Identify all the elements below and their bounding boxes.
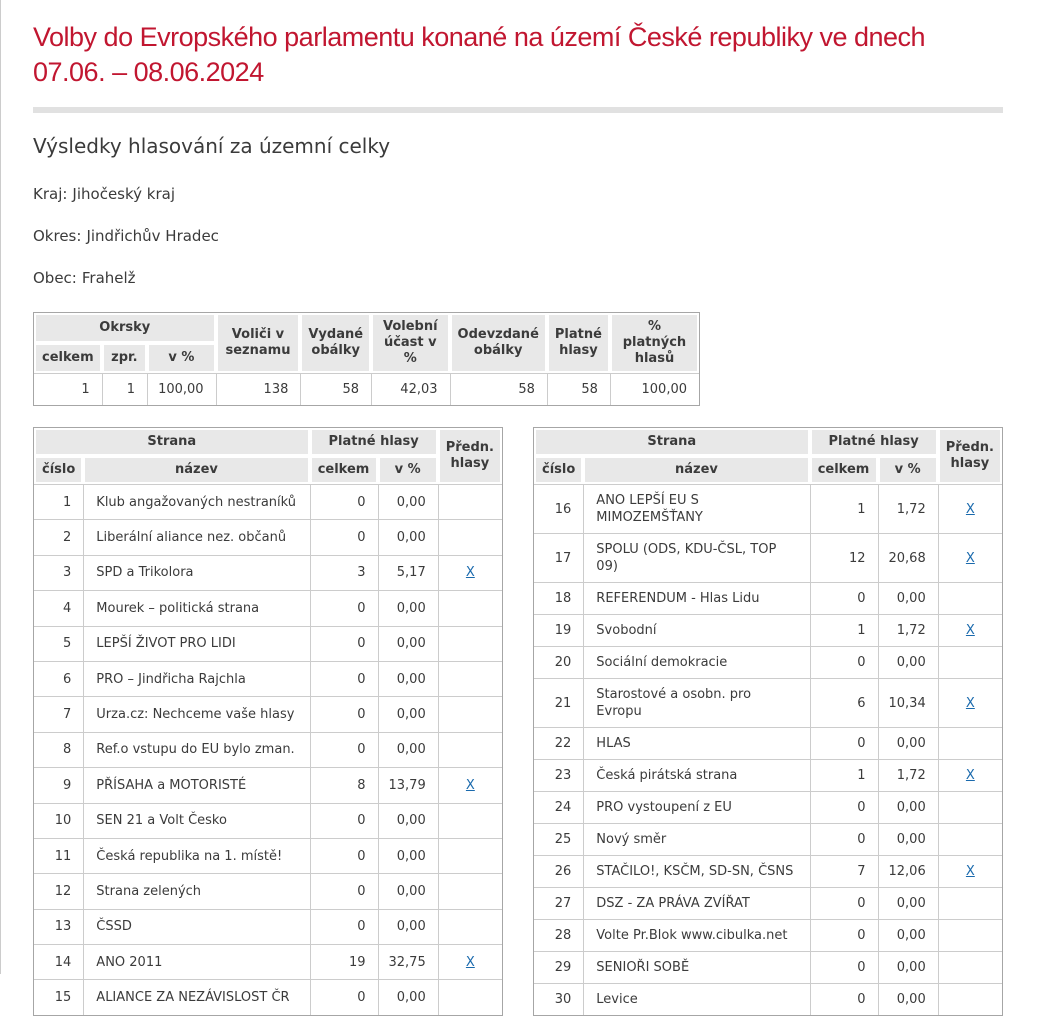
party-pref-cell bbox=[438, 732, 502, 767]
party-pref-cell bbox=[438, 979, 502, 1015]
party-votes-total: 0 bbox=[810, 887, 878, 919]
party-votes-pct: 0,00 bbox=[878, 646, 938, 678]
summary-col-platne-hlasy: Platné hlasy bbox=[547, 313, 610, 373]
party-table-left bbox=[33, 427, 503, 1016]
party-votes-total: 3 bbox=[310, 555, 378, 590]
party-votes-pct: 1,72 bbox=[878, 614, 938, 646]
party-votes-pct: 32,75 bbox=[378, 944, 438, 979]
party-pref-cell bbox=[938, 614, 1002, 646]
party-row bbox=[34, 555, 502, 590]
summary-col-v-pct: v % bbox=[147, 343, 216, 373]
party-row bbox=[534, 533, 1002, 582]
party-number: 28 bbox=[534, 919, 583, 951]
party-votes-total: 1 bbox=[810, 759, 878, 791]
party-row bbox=[34, 979, 502, 1015]
party-name: Levice bbox=[583, 983, 809, 1015]
party-pref-cell bbox=[938, 983, 1002, 1015]
party-votes-pct: 0,00 bbox=[378, 696, 438, 731]
party-row bbox=[34, 696, 502, 731]
party-name: Urza.cz: Nechceme vaše hlasy bbox=[83, 696, 309, 731]
summary-col-volici: Voliči v seznamu bbox=[216, 313, 301, 373]
party-number: 20 bbox=[534, 646, 583, 678]
party-row bbox=[34, 767, 502, 802]
party-votes-pct: 0,00 bbox=[878, 582, 938, 614]
summary-row bbox=[34, 373, 699, 405]
party-votes-pct: 20,68 bbox=[878, 533, 938, 582]
party-name: Starostové a osobn. pro Evropu bbox=[583, 678, 809, 727]
party-name: Svobodní bbox=[583, 614, 809, 646]
section-heading: Výsledky hlasování za územní celky bbox=[33, 134, 391, 158]
party-number: 27 bbox=[534, 887, 583, 919]
summary-okrsky-celkem: 1 bbox=[34, 373, 102, 405]
party-number: 18 bbox=[534, 582, 583, 614]
party-votes-pct: 0,00 bbox=[378, 732, 438, 767]
party-number: 4 bbox=[34, 590, 83, 625]
preferential-votes-link[interactable]: X bbox=[965, 623, 975, 638]
region-kraj bbox=[33, 186, 1003, 203]
party-pref-cell bbox=[938, 887, 1002, 919]
party-name: Mourek – politická strana bbox=[83, 590, 309, 625]
party-name: Nový směr bbox=[583, 823, 809, 855]
party-number: 5 bbox=[34, 626, 83, 661]
party-number: 11 bbox=[34, 838, 83, 873]
party-pref-cell bbox=[938, 759, 1002, 791]
page-left-edge bbox=[0, 0, 1, 974]
party-col-cislo: číslo bbox=[34, 456, 83, 484]
party-votes-pct: 0,00 bbox=[878, 951, 938, 983]
party-number: 14 bbox=[34, 944, 83, 979]
party-name: REFERENDUM - Hlas Lidu bbox=[583, 582, 809, 614]
party-votes-total: 1 bbox=[810, 614, 878, 646]
party-number: 7 bbox=[34, 696, 83, 731]
summary-pct-platnych: 100,00 bbox=[610, 373, 699, 405]
divider bbox=[33, 107, 1003, 113]
party-col-platne-hlasy: Platné hlasy bbox=[810, 428, 938, 456]
obec-value: Frahelž bbox=[81, 269, 136, 287]
party-name: PŘÍSAHA a MOTORISTÉ bbox=[83, 767, 309, 802]
party-row bbox=[534, 855, 1002, 887]
party-row bbox=[34, 873, 502, 908]
party-name: SENIOŘI SOBĚ bbox=[583, 951, 809, 983]
party-pref-cell bbox=[938, 533, 1002, 582]
party-votes-total: 0 bbox=[810, 983, 878, 1015]
party-row bbox=[34, 909, 502, 944]
party-number: 3 bbox=[34, 555, 83, 590]
party-votes-pct: 0,00 bbox=[378, 838, 438, 873]
party-votes-pct: 5,17 bbox=[378, 555, 438, 590]
kraj-value: Jihočeský kraj bbox=[72, 185, 175, 203]
party-number: 29 bbox=[534, 951, 583, 983]
party-number: 13 bbox=[34, 909, 83, 944]
party-votes-total: 1 bbox=[810, 484, 878, 533]
party-votes-pct: 0,00 bbox=[378, 909, 438, 944]
party-votes-total: 0 bbox=[810, 919, 878, 951]
party-number: 30 bbox=[534, 983, 583, 1015]
party-col-platne-hlasy: Platné hlasy bbox=[310, 428, 438, 456]
party-number: 9 bbox=[34, 767, 83, 802]
party-pref-cell bbox=[938, 855, 1002, 887]
party-row bbox=[34, 838, 502, 873]
party-name: Volte Pr.Blok www.cibulka.net bbox=[583, 919, 809, 951]
party-number: 2 bbox=[34, 519, 83, 554]
party-number: 10 bbox=[34, 803, 83, 838]
party-pref-cell bbox=[438, 519, 502, 554]
party-number: 24 bbox=[534, 791, 583, 823]
party-name: HLAS bbox=[583, 727, 809, 759]
party-row bbox=[534, 791, 1002, 823]
preferential-votes-link[interactable]: X bbox=[465, 565, 475, 581]
party-row bbox=[34, 732, 502, 767]
party-name: ANO 2011 bbox=[83, 944, 309, 979]
party-votes-pct: 0,00 bbox=[878, 791, 938, 823]
page-title-line1: Volby do Evropského parlamentu konané na území České republiky ve dnech bbox=[33, 22, 926, 52]
party-row bbox=[34, 944, 502, 979]
party-row bbox=[534, 823, 1002, 855]
party-votes-total: 0 bbox=[310, 661, 378, 696]
page-title-line2: 07.06. – 08.06.2024 bbox=[33, 57, 264, 87]
summary-okrsky-v-pct: 100,00 bbox=[147, 373, 216, 405]
party-col-celkem: celkem bbox=[810, 456, 878, 484]
party-row bbox=[534, 887, 1002, 919]
party-votes-total: 0 bbox=[310, 696, 378, 731]
party-name: SPD a Trikolora bbox=[83, 555, 309, 590]
party-name: SPOLU (ODS, KDU-ČSL, TOP 09) bbox=[583, 533, 809, 582]
party-votes-total: 8 bbox=[310, 767, 378, 802]
party-row bbox=[34, 484, 502, 519]
preferential-votes-link[interactable]: X bbox=[965, 768, 975, 783]
party-votes-pct: 1,72 bbox=[878, 484, 938, 533]
party-pref-cell bbox=[438, 909, 502, 944]
party-col-nazev: název bbox=[83, 456, 309, 484]
party-row bbox=[534, 727, 1002, 759]
party-row bbox=[534, 614, 1002, 646]
page-title bbox=[33, 20, 1003, 90]
party-row bbox=[534, 484, 1002, 533]
party-votes-total: 7 bbox=[810, 855, 878, 887]
party-pref-cell bbox=[938, 678, 1002, 727]
party-number: 1 bbox=[34, 484, 83, 519]
party-name: Ref.o vstupu do EU bylo zman. bbox=[83, 732, 309, 767]
party-pref-cell bbox=[438, 661, 502, 696]
party-name: ALIANCE ZA NEZÁVISLOST ČR bbox=[83, 979, 309, 1015]
party-name: SEN 21 a Volt Česko bbox=[83, 803, 309, 838]
party-name: Klub angažovaných nestraníků bbox=[83, 484, 309, 519]
summary-volici: 138 bbox=[216, 373, 301, 405]
party-votes-total: 0 bbox=[810, 791, 878, 823]
party-votes-total: 0 bbox=[810, 646, 878, 678]
okres-label: Okres: bbox=[33, 227, 82, 245]
party-name: Česká republika na 1. místě! bbox=[83, 838, 309, 873]
party-number: 12 bbox=[34, 873, 83, 908]
party-votes-total: 0 bbox=[310, 519, 378, 554]
party-pref-cell bbox=[438, 873, 502, 908]
party-col-predn-hlasy: Předn. hlasy bbox=[938, 428, 1002, 484]
party-row bbox=[34, 519, 502, 554]
party-votes-pct: 0,00 bbox=[378, 626, 438, 661]
party-votes-pct: 0,00 bbox=[878, 887, 938, 919]
party-col-cislo: číslo bbox=[534, 456, 583, 484]
party-pref-cell bbox=[938, 646, 1002, 678]
party-col-v-pct: v % bbox=[378, 456, 438, 484]
party-votes-pct: 0,00 bbox=[378, 519, 438, 554]
party-votes-total: 0 bbox=[310, 590, 378, 625]
party-votes-pct: 0,00 bbox=[878, 983, 938, 1015]
party-row bbox=[534, 951, 1002, 983]
party-row bbox=[34, 661, 502, 696]
party-pref-cell bbox=[938, 919, 1002, 951]
party-number: 17 bbox=[534, 533, 583, 582]
party-row bbox=[534, 919, 1002, 951]
party-number: 22 bbox=[534, 727, 583, 759]
party-row bbox=[534, 759, 1002, 791]
region-okres bbox=[33, 228, 1003, 245]
party-votes-pct: 0,00 bbox=[878, 727, 938, 759]
party-name: ANO LEPŠÍ EU S MIMOZEMŠŤANY bbox=[583, 484, 809, 533]
party-row bbox=[534, 678, 1002, 727]
party-name: STAČILO!, KSČM, SD-SN, ČSNS bbox=[583, 855, 809, 887]
summary-vydane-obalky: 58 bbox=[300, 373, 371, 405]
party-number: 15 bbox=[34, 979, 83, 1015]
summary-col-volebni-ucast: Volební účast v % bbox=[371, 313, 449, 373]
preferential-votes-link[interactable]: X bbox=[965, 550, 975, 566]
okres-value: Jindřichův Hradec bbox=[86, 227, 219, 245]
party-votes-total: 0 bbox=[810, 582, 878, 614]
party-votes-total: 6 bbox=[810, 678, 878, 727]
preferential-votes-link[interactable]: X bbox=[965, 864, 975, 879]
party-pref-cell bbox=[438, 484, 502, 519]
party-pref-cell bbox=[438, 838, 502, 873]
summary-col-zpr: zpr. bbox=[102, 343, 147, 373]
party-votes-total: 0 bbox=[810, 727, 878, 759]
party-table-right bbox=[533, 427, 1003, 1016]
preferential-votes-link[interactable]: X bbox=[465, 777, 475, 793]
region-obec bbox=[33, 270, 1003, 287]
party-pref-cell bbox=[938, 951, 1002, 983]
party-tables bbox=[33, 427, 1003, 1016]
party-pref-cell bbox=[438, 590, 502, 625]
party-name: Sociální demokracie bbox=[583, 646, 809, 678]
party-votes-total: 12 bbox=[810, 533, 878, 582]
party-name: LEPŠÍ ŽIVOT PRO LIDI bbox=[83, 626, 309, 661]
summary-col-odevzdane-obalky: Odevzdané obálky bbox=[450, 313, 547, 373]
party-votes-total: 0 bbox=[310, 838, 378, 873]
party-number: 6 bbox=[34, 661, 83, 696]
party-pref-cell bbox=[438, 626, 502, 661]
party-pref-cell bbox=[438, 803, 502, 838]
party-col-predn-hlasy: Předn. hlasy bbox=[438, 428, 502, 484]
party-row bbox=[34, 803, 502, 838]
party-votes-total: 0 bbox=[810, 823, 878, 855]
summary-col-celkem: celkem bbox=[34, 343, 102, 373]
party-votes-pct: 0,00 bbox=[378, 484, 438, 519]
party-col-nazev: název bbox=[583, 456, 809, 484]
party-number: 23 bbox=[534, 759, 583, 791]
party-pref-cell bbox=[938, 582, 1002, 614]
party-col-strana: Strana bbox=[534, 428, 810, 456]
party-number: 19 bbox=[534, 614, 583, 646]
summary-table bbox=[33, 312, 700, 406]
party-votes-pct: 12,06 bbox=[878, 855, 938, 887]
summary-col-vydane-obalky: Vydané obálky bbox=[300, 313, 371, 373]
party-pref-cell bbox=[938, 823, 1002, 855]
preferential-votes-link[interactable]: X bbox=[965, 695, 975, 711]
party-number: 21 bbox=[534, 678, 583, 727]
kraj-label: Kraj: bbox=[33, 185, 68, 203]
party-votes-pct: 13,79 bbox=[378, 767, 438, 802]
party-votes-total: 0 bbox=[310, 732, 378, 767]
party-votes-pct: 0,00 bbox=[378, 873, 438, 908]
obec-label: Obec: bbox=[33, 269, 77, 287]
party-pref-cell bbox=[938, 484, 1002, 533]
party-col-v-pct: v % bbox=[878, 456, 938, 484]
preferential-votes-link[interactable]: X bbox=[965, 501, 975, 517]
summary-odevzdane-obalky: 58 bbox=[450, 373, 547, 405]
party-votes-pct: 0,00 bbox=[378, 803, 438, 838]
party-number: 25 bbox=[534, 823, 583, 855]
party-name: Česká pirátská strana bbox=[583, 759, 809, 791]
party-name: PRO vystoupení z EU bbox=[583, 791, 809, 823]
party-number: 8 bbox=[34, 732, 83, 767]
party-name: DSZ - ZA PRÁVA ZVÍŘAT bbox=[583, 887, 809, 919]
party-votes-total: 0 bbox=[310, 484, 378, 519]
party-votes-pct: 10,34 bbox=[878, 678, 938, 727]
party-pref-cell bbox=[438, 944, 502, 979]
party-votes-pct: 0,00 bbox=[878, 919, 938, 951]
party-col-strana: Strana bbox=[34, 428, 310, 456]
party-votes-total: 0 bbox=[310, 979, 378, 1015]
party-votes-pct: 0,00 bbox=[878, 823, 938, 855]
summary-col-okrsky: Okrsky bbox=[34, 313, 216, 343]
party-number: 26 bbox=[534, 855, 583, 887]
party-row bbox=[534, 582, 1002, 614]
summary-volebni-ucast: 42,03 bbox=[371, 373, 449, 405]
party-col-celkem: celkem bbox=[310, 456, 378, 484]
party-name: PRO – Jindřicha Rajchla bbox=[83, 661, 309, 696]
party-pref-cell bbox=[438, 696, 502, 731]
party-votes-total: 0 bbox=[310, 803, 378, 838]
party-votes-total: 19 bbox=[310, 944, 378, 979]
party-pref-cell bbox=[938, 727, 1002, 759]
party-row bbox=[534, 983, 1002, 1015]
party-name: Liberální aliance nez. občanů bbox=[83, 519, 309, 554]
summary-col-pct-platnych: % platných hlasů bbox=[610, 313, 699, 373]
party-name: ČSSD bbox=[83, 909, 309, 944]
party-votes-pct: 0,00 bbox=[378, 661, 438, 696]
preferential-votes-link[interactable]: X bbox=[465, 954, 475, 970]
party-votes-total: 0 bbox=[810, 951, 878, 983]
party-number: 16 bbox=[534, 484, 583, 533]
party-pref-cell bbox=[938, 791, 1002, 823]
party-row bbox=[34, 590, 502, 625]
party-votes-total: 0 bbox=[310, 909, 378, 944]
party-row bbox=[34, 626, 502, 661]
summary-platne-hlasy: 58 bbox=[547, 373, 610, 405]
party-votes-pct: 1,72 bbox=[878, 759, 938, 791]
party-votes-pct: 0,00 bbox=[378, 590, 438, 625]
party-row bbox=[534, 646, 1002, 678]
party-votes-total: 0 bbox=[310, 626, 378, 661]
party-votes-total: 0 bbox=[310, 873, 378, 908]
party-name: Strana zelených bbox=[83, 873, 309, 908]
party-pref-cell bbox=[438, 767, 502, 802]
party-pref-cell bbox=[438, 555, 502, 590]
party-votes-pct: 0,00 bbox=[378, 979, 438, 1015]
summary-okrsky-zpr: 1 bbox=[102, 373, 147, 405]
